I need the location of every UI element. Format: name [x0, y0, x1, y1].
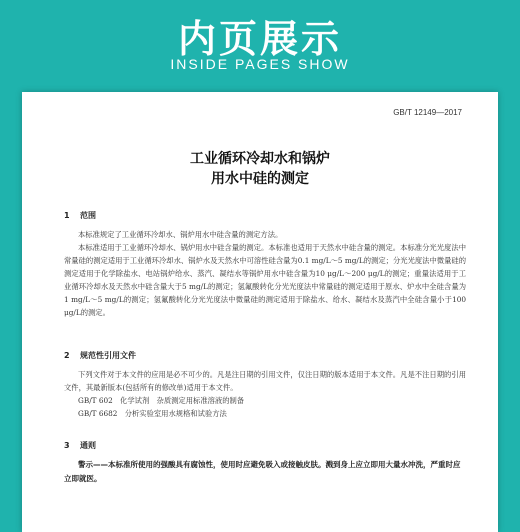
section-title: 规范性引用文件 — [80, 351, 136, 360]
document-page — [22, 92, 498, 532]
document-title-line2: 用水中硅的测定 — [211, 171, 309, 187]
standard-code: GB/T 12149—2017 — [393, 108, 462, 117]
reference-item: GB/T 6682 分析实验室用水规格和试验方法 — [78, 409, 227, 418]
paragraph: 本标准适用于工业循环冷却水、锅炉用水中硅含量的测定。本标准也适用于天然水中硅含量的测定。本标准分光光度法中常量硅的测定适用于工业循环冷却水、锅炉水及天然水中可溶性硅含量为0.1 mg/L～5 mg/L的测定；分光光度法中微量硅的测定适用于化学除盐水、电站锅炉给水、蒸汽、凝结水等锅炉用水中硅含量为10 μg/L～200 μg/L的测定；重量法适用于工业循环冷却水及天然水中硅含量大于5 mg/L的测定；氢氟酸转化分光光度法中常量硅的测定适用于原水、炉水中全硅含量为1 mg/L～5 mg/L的测定；氢氟酸转化分光光度法中微量硅的测定适用于除盐水、给水、凝结水及蒸汽中全硅含量小于100 μg/L的测定。 — [64, 243, 466, 317]
section-body-scope — [64, 228, 466, 319]
paragraph: 本标准规定了工业循环冷却水、锅炉用水中硅含量的测定方法。 — [78, 230, 283, 239]
section-body-references — [64, 368, 466, 420]
reference-item: GB/T 602 化学试剂 杂质测定用标准溶液的制备 — [78, 396, 245, 405]
section-title: 通则 — [80, 441, 96, 450]
section-title: 范围 — [80, 211, 96, 220]
warning-text: 警示——本标准所使用的强酸具有腐蚀性，使用时应避免吸入或接触皮肤。溅到身上应立即用大量水冲洗，严重时应立即就医。 — [64, 460, 461, 483]
section-heading-references — [64, 350, 136, 361]
banner-subtitle: INSIDE PAGES SHOW — [170, 56, 350, 72]
banner-title: 内页展示 — [177, 17, 342, 61]
section-heading-scope — [64, 210, 96, 221]
paragraph: 下列文件对于本文件的应用是必不可少的。凡是注日期的引用文件，仅注日期的版本适用于本文件。凡是不注日期的引用文件，其最新版本(包括所有的修改单)适用于本文件。 — [64, 370, 466, 392]
section-number: 1 — [64, 211, 70, 220]
header-banner — [0, 0, 520, 92]
section-heading-general — [64, 440, 96, 451]
document-title-line1: 工业循环冷却水和锅炉 — [190, 151, 330, 167]
section-number: 3 — [64, 441, 70, 450]
section-number: 2 — [64, 351, 70, 360]
